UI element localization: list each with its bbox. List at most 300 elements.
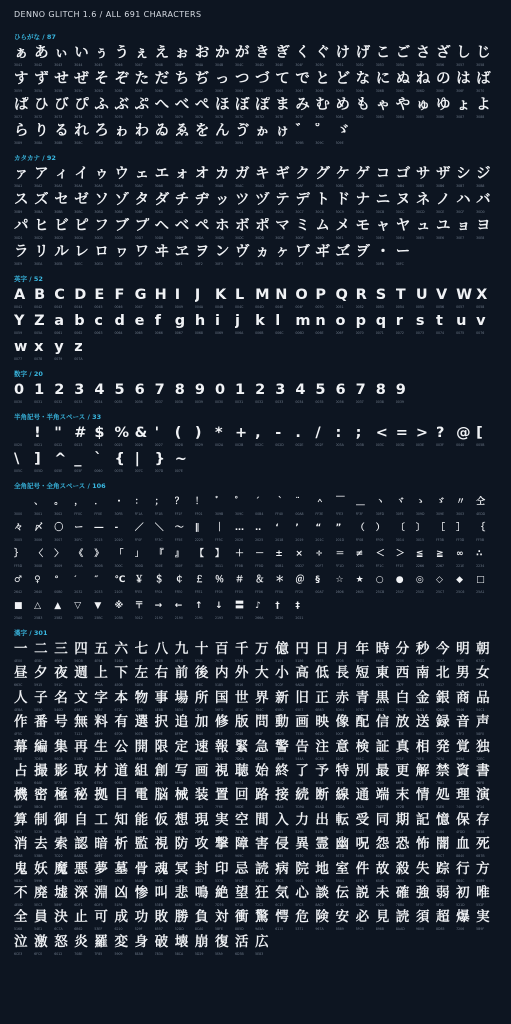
glyph-code: 95C7 [435, 854, 445, 859]
glyph: 送 [415, 714, 430, 731]
glyph: ; [355, 425, 362, 441]
glyph: ピ [74, 218, 89, 234]
glyph-cell [54, 572, 74, 598]
glyph-code: 5357 [415, 683, 424, 688]
glyph: ? [435, 425, 445, 441]
glyph-cell [14, 861, 34, 885]
glyph: 力 [295, 811, 309, 828]
glyph-cell [74, 546, 94, 572]
glyph: ぜ [74, 71, 89, 87]
glyph-code: 53D7 [355, 829, 365, 834]
glyph-cell [336, 763, 356, 787]
glyph-code: 30BC [74, 210, 83, 214]
glyph-code: 30C4 [235, 210, 244, 214]
glyph-code: 304C [235, 63, 244, 67]
glyph-code: 5546 [456, 707, 465, 712]
glyph-code: 3050 [315, 63, 324, 67]
glyph-cell [376, 546, 396, 572]
glyph-code: 4E03 [134, 659, 143, 663]
glyph-cell [396, 45, 416, 71]
glyph-code: 672A [375, 902, 384, 907]
glyph: □ [476, 575, 485, 585]
glyph: す [14, 71, 29, 87]
glyph: む [315, 97, 330, 113]
glyph: 解 [415, 762, 430, 779]
glyph-code: 6697 [94, 854, 103, 859]
glyph: 高 [295, 665, 309, 682]
glyph-code: 30A1 [14, 184, 23, 188]
glyph-code: 72C2 [255, 902, 264, 907]
glyph: × [295, 549, 303, 559]
glyph: じ [476, 45, 491, 61]
glyph: 正 [315, 689, 329, 706]
glyph-cell [255, 885, 275, 909]
glyph: 故 [375, 860, 390, 877]
glyph-code: FF5E [174, 538, 183, 542]
glyph: 小 [275, 665, 289, 682]
glyph-code: 004A [194, 305, 204, 309]
glyph-code: 300B [94, 564, 103, 568]
glyph-cell [336, 546, 356, 572]
glyph: 墓 [114, 860, 128, 877]
glyph-code: 5B89 [335, 927, 344, 932]
glyph-code: 30FC [74, 538, 83, 542]
glyph: ハ [456, 192, 471, 208]
glyph-cell [416, 166, 436, 192]
glyph-code: 0033 [275, 400, 284, 404]
glyph-code: 3006 [34, 538, 43, 542]
glyph: 印 [214, 860, 229, 877]
glyph: ＋ [235, 549, 245, 559]
glyph-code: 307B [214, 115, 224, 119]
glyph-cell [34, 598, 54, 624]
glyph-cell [215, 244, 235, 270]
glyph-cell [295, 244, 315, 270]
glyph: ふ [94, 97, 109, 113]
glyph: 止 [74, 909, 88, 926]
glyph: え [154, 45, 170, 61]
glyph-code: 66F8 [476, 780, 485, 785]
glyph-cell [74, 763, 94, 787]
glyph: h [194, 313, 206, 329]
glyph-code: 30A7 [134, 184, 143, 188]
glyph-cell [396, 714, 416, 738]
glyph-code: 6FC0 [34, 951, 43, 956]
glyph-code: 0041 [14, 305, 23, 309]
glyph: 路 [255, 787, 269, 804]
glyph-code: 663C [14, 683, 23, 688]
glyph-cell [396, 494, 416, 520]
glyph-cell [114, 97, 134, 123]
glyph: 員 [34, 909, 48, 926]
glyph-cell [275, 665, 295, 689]
glyph: 目 [114, 787, 128, 804]
glyph-cell [476, 812, 496, 836]
glyph-cell [315, 123, 335, 149]
glyph-cell [34, 714, 54, 738]
glyph: 〉 [54, 549, 64, 559]
glyph-cell [34, 641, 54, 665]
glyph-code: 6750 [94, 780, 103, 785]
glyph: 算 [14, 811, 28, 828]
glyph-cell [436, 836, 456, 860]
glyph: パ [14, 218, 29, 234]
glyph-cell [14, 520, 34, 546]
glyph-cell [34, 520, 54, 546]
glyph-cell [14, 598, 34, 624]
glyph-code: 8AC7 [315, 902, 324, 907]
glyph: 全 [14, 909, 28, 926]
section-heading: 英字 / 52 [14, 275, 43, 283]
glyph-cell [175, 287, 195, 313]
glyph-code: 30CE [435, 210, 445, 214]
glyph-cell [14, 909, 34, 933]
glyph-code: 005E [54, 469, 63, 473]
glyph-code: 0057 [456, 305, 465, 309]
glyph-code: 002A [214, 443, 224, 447]
glyph-code: 309B [214, 512, 224, 516]
glyph-code: FF08 [355, 538, 364, 542]
glyph: 崩 [194, 933, 209, 950]
glyph-cell [235, 739, 255, 763]
glyph-cell [54, 812, 74, 836]
glyph-code: 3079 [174, 115, 183, 119]
glyph-code: 0065 [134, 331, 143, 335]
glyph-cell [456, 690, 476, 714]
glyph: 必 [355, 909, 370, 926]
glyph: ゞ [435, 497, 445, 507]
glyph: ど [335, 71, 350, 87]
glyph-cell [114, 244, 134, 270]
glyph-cell [54, 382, 74, 408]
glyph: か [214, 45, 230, 61]
glyph: 鬼 [14, 860, 28, 877]
glyph-code: 5E83 [255, 951, 264, 956]
glyph-code: 5915 [34, 683, 43, 688]
glyph: 御 [54, 811, 68, 828]
glyph-cell [74, 313, 94, 339]
glyph-cell [275, 218, 295, 244]
glyph-code: 30D0 [476, 210, 485, 214]
glyph-cell [94, 123, 114, 149]
glyph-cell [215, 520, 235, 546]
glyph-cell [34, 451, 54, 477]
glyph-cell [396, 382, 416, 408]
glyph-code: 30E7 [456, 236, 465, 240]
glyph: ぱ [14, 97, 29, 113]
glyph: ∥ [194, 523, 200, 533]
glyph-code: 30CA [355, 210, 365, 214]
glyph-code: 6D88 [14, 854, 23, 859]
glyph-cell [336, 45, 356, 71]
glyph: 情 [415, 787, 430, 804]
glyph-cell [14, 166, 34, 192]
glyph-cell [295, 45, 315, 71]
glyph-cell [356, 572, 376, 598]
glyph: 制 [34, 811, 48, 828]
glyph-cell [456, 739, 476, 763]
glyph-code: 5BA4 [335, 878, 344, 883]
glyph-cell [456, 313, 476, 339]
glyph-code: 3075 [94, 115, 103, 119]
glyph-cell [175, 861, 195, 885]
glyph-code: 3057 [456, 63, 465, 67]
glyph-cell [456, 812, 476, 836]
glyph-cell [215, 934, 235, 958]
glyph: 7 [355, 382, 366, 398]
glyph-cell [74, 382, 94, 408]
glyph: 不 [14, 884, 28, 901]
glyph-grid [14, 494, 498, 624]
glyph-code: 753B [194, 780, 204, 785]
glyph-code: 5996 [34, 878, 43, 883]
glyph: 九 [174, 641, 189, 657]
glyph-cell [336, 665, 356, 689]
glyph: ～ [174, 523, 184, 533]
glyph-code: 30E6 [435, 236, 445, 240]
glyph: ｝ [14, 549, 24, 559]
glyph-code: 6DF5 [94, 902, 103, 907]
glyph-cell [295, 665, 315, 689]
glyph-code: 77ED [355, 683, 365, 688]
glyph: ° [54, 575, 59, 585]
glyph-cell [114, 192, 134, 218]
glyph: 書 [476, 762, 490, 779]
glyph-code: 30C0 [154, 210, 163, 214]
glyph: , [255, 425, 261, 441]
glyph-code: 304D [255, 63, 264, 67]
glyph-cell [215, 71, 235, 97]
glyph-code: 7D42 [275, 780, 284, 785]
glyph-code: 3053 [375, 63, 384, 67]
glyph-code: 3071 [14, 115, 23, 119]
glyph: 〒 [134, 601, 144, 611]
glyph: 長 [335, 665, 349, 682]
glyph: f [154, 313, 161, 329]
glyph-cell [456, 166, 476, 192]
glyph: ？ [174, 497, 184, 507]
glyph: ▲ [54, 601, 62, 611]
glyph-cell [315, 836, 335, 860]
glyph-cell [416, 520, 436, 546]
glyph-code: 4FEE [214, 732, 223, 737]
glyph-cell [235, 123, 255, 149]
glyph: ボ [235, 218, 250, 234]
glyph-cell [195, 836, 215, 860]
glyph-code: 5922 [94, 878, 103, 883]
glyph-code: 53F7 [54, 732, 63, 737]
glyph-code: 305F [134, 89, 143, 93]
glyph-code: 005B [476, 443, 485, 447]
glyph: 号 [54, 714, 68, 731]
glyph: “ [315, 523, 322, 533]
glyph-cell [376, 665, 396, 689]
glyph-cell [275, 546, 295, 572]
glyph-code: 7279 [335, 780, 344, 785]
section-alphabet [14, 274, 497, 365]
glyph-code: 3090 [154, 141, 163, 145]
glyph-code: 0071 [375, 331, 384, 335]
glyph-code: FF3F [355, 512, 364, 516]
glyph: 下 [114, 665, 128, 682]
glyph: 発 [435, 738, 450, 755]
glyph-code: 60B2 [174, 902, 184, 907]
glyph-code: 4ECA [435, 659, 445, 663]
glyph: ア [34, 166, 49, 182]
glyph-code: 003A [335, 443, 344, 447]
glyph-code: FF1C [375, 564, 384, 568]
glyph: 功 [134, 909, 149, 926]
glyph: - [275, 425, 282, 441]
glyph-cell [356, 218, 376, 244]
glyph-cell [275, 836, 295, 860]
glyph: ょ [456, 97, 471, 113]
glyph: 《 [74, 549, 84, 559]
glyph-cell [356, 885, 376, 909]
glyph-code: 30B6 [435, 184, 445, 188]
glyph: N [275, 287, 288, 303]
glyph-cell [315, 97, 335, 123]
glyph-code: 5909 [114, 951, 123, 956]
glyph-cell [255, 714, 275, 738]
glyph: 8 [174, 382, 185, 398]
glyph-code: 591C [54, 683, 63, 688]
glyph-code: 65B0 [275, 707, 284, 712]
glyph-cell [235, 494, 255, 520]
glyph: 愕 [275, 909, 289, 926]
glyph-cell [315, 739, 335, 763]
glyph-cell [336, 885, 356, 909]
glyph-cell [436, 71, 456, 97]
glyph-code: 2018 [275, 538, 284, 542]
glyph: 末 [395, 787, 410, 804]
glyph-code: 7D76 [214, 902, 224, 907]
glyph: 世 [235, 689, 249, 706]
glyph: ず [34, 71, 49, 87]
glyph-code: 671B [235, 902, 244, 907]
glyph-cell [135, 861, 155, 885]
glyph-code: 7D44 [134, 780, 144, 785]
glyph: R [355, 287, 367, 303]
glyph-cell [94, 787, 114, 811]
glyph-code: 53BB [34, 854, 43, 859]
glyph-cell [34, 425, 54, 451]
glyph-cell [54, 244, 74, 270]
glyph-cell [416, 218, 436, 244]
glyph: － [255, 549, 265, 559]
glyph-code: 3091 [174, 141, 183, 145]
glyph: $ [94, 425, 105, 441]
glyph-cell [34, 690, 54, 714]
glyph-code: 0056 [435, 305, 445, 309]
glyph: 別 [355, 762, 370, 779]
glyph-code: FF0C [74, 512, 83, 516]
glyph-code: 958B [134, 756, 143, 761]
glyph-cell [175, 763, 195, 787]
glyph: 激 [34, 933, 48, 950]
glyph: 加 [194, 714, 209, 731]
glyph-cell [456, 885, 476, 909]
glyph: 械 [174, 787, 189, 804]
glyph-cell [215, 885, 235, 909]
glyph-cell [94, 546, 114, 572]
glyph-code: 006A [235, 331, 244, 335]
glyph: 3 [74, 382, 85, 398]
glyph-code: 64AE [34, 780, 43, 785]
glyph-cell [396, 836, 416, 860]
glyph: 版 [235, 714, 249, 731]
glyph-grid [14, 425, 498, 477]
glyph-cell [476, 665, 496, 689]
glyph-cell [135, 812, 155, 836]
glyph-code: 5B50 [34, 707, 43, 712]
glyph-cell [155, 641, 175, 665]
glyph-code: 7DDA [335, 805, 345, 810]
section-heading: ひらがな / 87 [14, 33, 56, 41]
glyph-cell [396, 572, 416, 598]
glyph-cell [114, 382, 134, 408]
glyph-cell [456, 494, 476, 520]
section-fullwidth-symbols [14, 481, 497, 624]
glyph-cell [315, 520, 335, 546]
glyph-cell [275, 572, 295, 598]
glyph-cell [295, 287, 315, 313]
glyph-cell [416, 885, 436, 909]
glyph-code: 4E94 [94, 659, 103, 663]
glyph: 狂 [255, 884, 269, 901]
glyph-code: 3084 [395, 115, 404, 119]
glyph-cell [175, 714, 195, 738]
glyph: T [395, 287, 406, 303]
glyph-code: 3007 [54, 538, 63, 542]
glyph-code: 552F [476, 902, 485, 907]
glyph-code: 53F3 [154, 683, 163, 688]
glyph: 怖 [415, 836, 430, 853]
glyph-cell [14, 382, 34, 408]
glyph: わ [134, 123, 150, 139]
glyph: 最 [375, 762, 390, 779]
glyph-cell [295, 714, 315, 738]
glyph-code: 0059 [14, 331, 23, 335]
glyph: ￥ [134, 575, 144, 585]
glyph-cell [135, 218, 155, 244]
glyph: 惨 [134, 884, 149, 901]
glyph: L [235, 287, 245, 303]
glyph-code: 5185 [214, 683, 224, 688]
glyph: § [315, 575, 320, 585]
glyph: 特 [335, 762, 349, 779]
glyph-cell [114, 572, 134, 598]
glyph-cell [135, 192, 155, 218]
glyph-code: 30D5 [94, 236, 103, 240]
glyph-code: 3092 [194, 141, 203, 145]
glyph-cell [235, 934, 255, 958]
glyph-cell [456, 546, 476, 572]
glyph-code: 3096 [275, 141, 284, 145]
glyph-code: 002C [255, 443, 264, 447]
glyph-code: 6642 [375, 659, 384, 663]
glyph-code: 7570 [295, 854, 304, 859]
glyph-cell [416, 665, 436, 689]
glyph: ゐ [154, 123, 170, 139]
glyph: 析 [114, 836, 128, 853]
glyph: 密 [34, 787, 48, 804]
glyph-cell [456, 192, 476, 218]
glyph-code: 2234 [476, 564, 485, 568]
glyph-cell [255, 739, 275, 763]
glyph-code: 6B63 [315, 707, 324, 712]
glyph: m [295, 313, 311, 329]
